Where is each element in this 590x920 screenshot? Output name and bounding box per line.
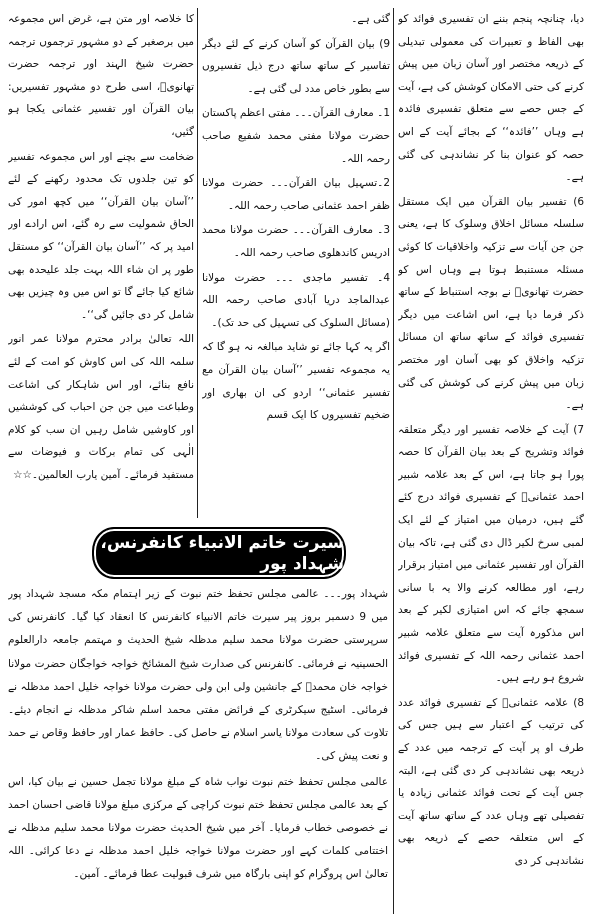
news-article (8, 583, 388, 913)
column-paragraph: 1۔ معارف القرآن۔۔۔ مفتی اعظم پاکستان حضرت مولانا مفتی محمد شفیع صاحب رحمہ اللہ۔ (202, 107, 390, 165)
column-paragraph: اللہ تعالیٰ برادر محترم مولانا عمر انور سلمہ اللہ کی اس کاوش کو امت کے لئے نافع بنائے، اور اس شاہکار کی اشاعت وطباعت میں جن جن احباب کی کوششیں اور کاوشیں شامل رہیں ان سب کو کلام الٰہی کی تمام برکات و فیوضات سے مستفید فرمائے۔ آمین یارب العالمین۔☆☆ (8, 333, 194, 481)
column-left (8, 8, 194, 526)
article-paragraph: شہداد پور۔۔۔ عالمی مجلس تحفظ ختم نبوت کے زیر اہتمام مکہ مسجد شہداد پور میں 9 دسمبر بروز پیر سیرت خاتم الانبیاء کانفرنس کا انعقاد کیا گیا۔ کانفرنس کی سرپرستی حضرت مولانا محمد سلیم مدظلہ شیخ الحدیث و مہتمم جامعہ دارالعلوم الحسینیہ نے فرمائی۔ کانفرنس کی صدارت شیخ المشائخ خواجہ خواجگان حضرت مولانا خواجہ خان محمدؒ کے جانشین ولی ابن ولی حضرت مولانا خواجہ خلیل احمد مدظلہ نے فرمائی۔ اسٹیج سیکرٹری کے فرائض مفتی محمد اسلم شاکر مدظلہ نے انجام دیئے۔ تلاوت کی سعادت مولانا یاسر اسلام نے حاصل کی۔ حافظ عمار اور حافظ وقاص نے حمد و نعت پیش کی۔ (8, 588, 388, 763)
column-paragraph: گئی ہے۔ (351, 13, 390, 25)
article-headline: سیرت خاتم الانبیاء کانفرنس، شہداد پور (100, 532, 344, 574)
column-paragraph: 9) بیان القرآن کو آسان کرنے کے لئے دیگر تفاسیر کے ساتھ ساتھ درج ذیل تفسیروں سے بطور خاص مدد لی گئی ہے۔ (202, 37, 390, 95)
column-divider (197, 8, 198, 518)
column-paragraph: دیا، چنانچہ پنجم بننے ان تفسیری فوائد کو بھی الفاظ و تعبیرات کی معمولی تبدیلی کے ذریعہ مختصر اور آسان زبان میں پیش کرنے کی حتی الامکان کوشش کی ہے، آیت کے جس حصے سے متعلق تفسیری فائدہ ہے وہاں ’’فائدہ‘‘ کے بجائے آیت کے اس حصہ کو عنوان بنا کر نشاندہی کی گئی ہے۔ (398, 13, 584, 184)
column-paragraph: 2۔تسہیل بیان القرآن۔۔۔ حضرت مولانا ظفر احمد عثمانی صاحب رحمہ اللہ۔ (202, 177, 390, 212)
column-paragraph: 3۔ معارف القرآن۔۔۔ حضرت مولانا محمد ادریس کاندھلوی صاحب رحمہ اللہ۔ (202, 224, 390, 259)
column-paragraph: اگر یہ کہا جائے تو شاید مبالغہ نہ ہو گا کہ یہ مجموعہ تفسیر ’’آسان بیان القرآن مع تفسیر عثمانی‘‘ اردو کی ان بھاری اور ضخیم تفسیروں کا ایک قسم (202, 341, 390, 422)
column-paragraph: ضخامت سے بچنے اور اس مجموعہ تفسیر کو تین جلدوں تک محدود رکھنے کے لئے ’’آسان بیان القرآن‘‘ میں کچھ امور کی الحاق شمولیت سے رہ گئے، اس ارادے اور امید پر کہ ’’آسان بیان القرآن‘‘ کو مستقل طور پر ان شاء اللہ بہت جلد علیحدہ بھی شائع کیا جائے گا تو اس میں وہ چیزیں بھی شامل کر دی جائیں گی‘‘۔ (8, 150, 194, 321)
column-middle (202, 8, 390, 526)
column-paragraph: کا خلاصہ اور متن ہے، غرض اس مجموعہ میں برصغیر کے دو مشہور ترجموں ترجمہ حضرت شیخ الہند اور ترجمہ حضرت تھانویؒ، اسی طرح دو مشہور تفسیریں: بیان القرآن اور تفسیر عثمانی یکجا ہو گئیں، (8, 13, 194, 138)
column-paragraph: 8) علامہ عثمانیؒ کے تفسیری فوائد عدد کی ترتیب کے اعتبار سے ہیں جس کی طرف او پر آیت کے ترجمہ میں عدد کے ذریعہ بھی نشاندہی کر دی گئی ہے، البتہ جس آیت کے تحت فوائد عثمانی زیادہ یا تفصیلی تھے وہاں عدد کے ساتھ ساتھ آیت کے اس متعلقہ حصے کے ذریعہ بھی نشاندہی کر دی (398, 696, 584, 867)
column-divider (393, 8, 394, 914)
column-right (398, 8, 584, 914)
column-paragraph: 7) آیت کے خلاصہ تفسیر اور دیگر متعلقہ فوائد وتشریح کے بعد بیان القرآن کا حصہ پورا ہو جاتا ہے، اس کے بعد علامہ شبیر احمد عثمانیؒ کے تفسیری فوائد درج کئے گئے ہیں، درمیان میں امتیاز کے لئے ایک لمبی سرخ لکیر ڈال دی گئی ہے، تاکہ بیان القرآن اور تفسیر عثمانی میں امتیاز برقرار رہے، اور مطالعہ کرنے والا یہ با سانی سمجھ جائے کہ اس امتیازی لکیر کے بعد اس مذکورہ آیت سے متعلق علامہ شبیر احمد عثمانی رحمہ اللہ کے تفسیری فوائد شروع ہو رہے ہیں۔ (398, 423, 584, 685)
column-paragraph: 6) تفسیر بیان القرآن میں ایک مستقل سلسلہ مسائل اخلاق وسلوک کا ہے، یعنی جن جن آیات سے تزکیہ واخلاقیات کا کوئی مسئلہ مستنبط ہوتا ہے وہاں اس کو حضرت تھانویؒ نے بوجہ استنباط کے ساتھ ذکر فرما دیا ہے، اس اشاعت میں دیگر تفسیری فوائد کے ساتھ ساتھ ان مسائل تزکیہ واخلاق کو بھی آسان اور مختصر زبان میں پیش کرنے کی کوشش کی گئی ہے۔ (398, 195, 584, 412)
article-paragraph: عالمی مجلس تحفظ ختم نبوت نواب شاہ کے مبلغ مولانا تجمل حسین نے بیان کیا، اس کے بعد عالمی مجلس تحفظ ختم نبوت کراچی کے مرکزی مبلغ مولانا قاضی احسان احمد نے خصوصی خطاب فرمایا۔ آخر میں شیخ الحدیث حضرت مولانا محمد سلیم مدظلہ نے اختتامی کلمات کہے اور حضرت مولانا خواجہ خلیل احمد مدظلہ نے دعا کرائی۔ اللہ تعالیٰ اس پروگرام کو اپنی بارگاہ میں شرف قبولیت عطا فرمائے۔ آمین۔ (8, 775, 388, 881)
article-headline-banner (92, 527, 346, 579)
column-paragraph: 4۔ تفسیر ماجدی ۔۔۔ حضرت مولانا عبدالماجد دریا آبادی صاحب رحمہ اللہ (مسائل السلوک کی تسہیل کی حد تک)۔ (202, 271, 390, 329)
